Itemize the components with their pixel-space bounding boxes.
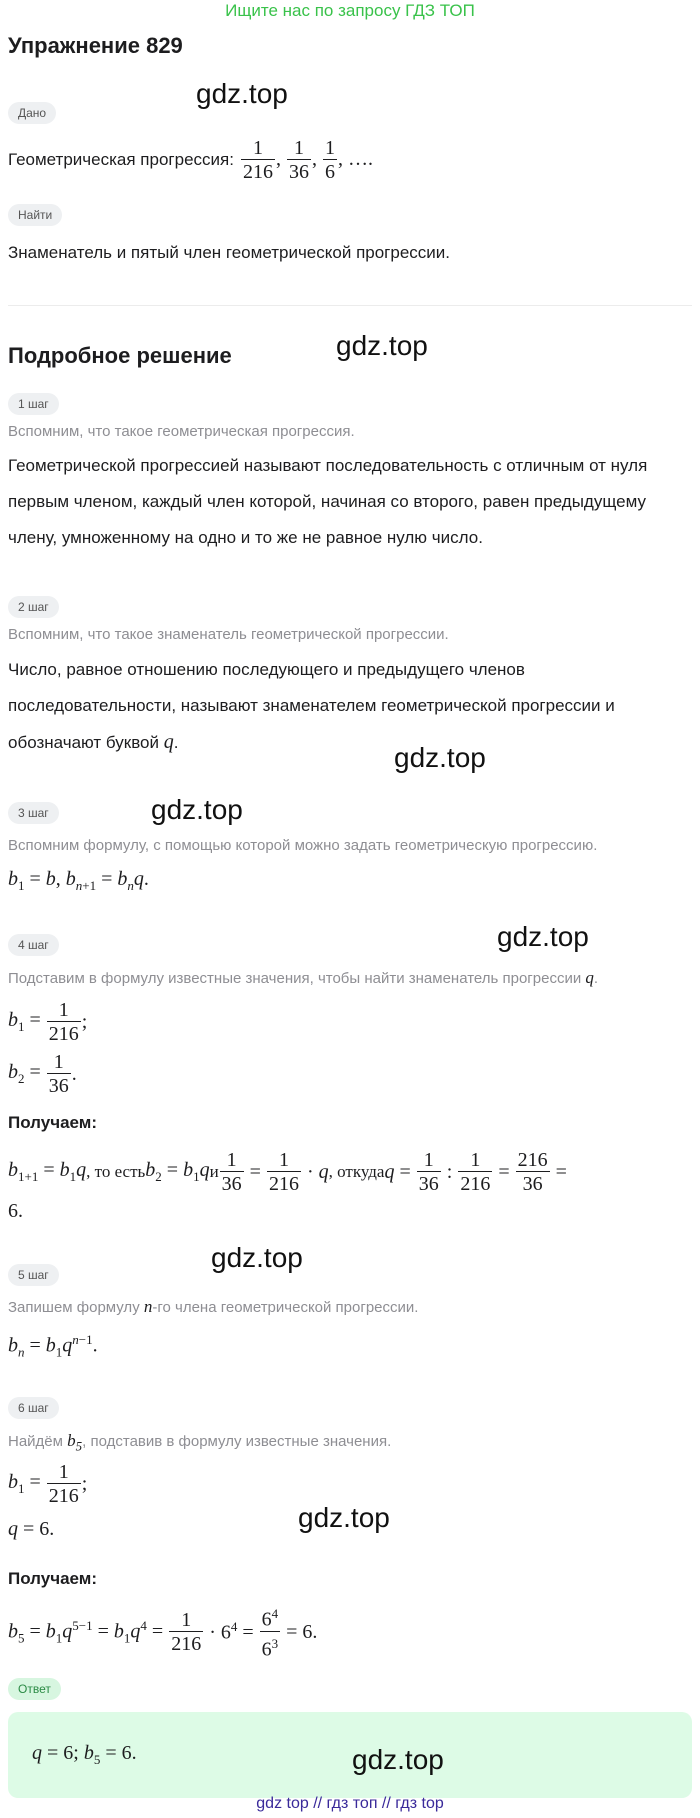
step-6-tag: 6 шаг: [8, 1397, 59, 1419]
step-4-derivation: $b_{1+1} = b_1q$ , то есть $b_2 = b_1q$ и $\frac{1}{36}$ = $\frac{1}{216}$ · q , откуда q = $\frac{1}{36}$ : $\frac{1}{216}$ = $\frac{216}{36}$ =: [8, 1148, 567, 1195]
find-text: Знаменатель и пятый член геометрической прогрессии.: [8, 243, 451, 262]
given-terms: $\frac{1}{216}$ , $\frac{1}{36}$ , $\frac{1}{6}$ , ….: [242, 136, 373, 183]
term-3: $\frac{1}{6}$: [324, 136, 335, 183]
step-6-get: Получаем:: [8, 1569, 98, 1588]
step-1-tag: 1 шаг: [8, 393, 59, 415]
step-6-q: q = 6.: [8, 1518, 55, 1540]
step-4-get: Получаем:: [8, 1113, 98, 1132]
step-5-tag: 5 шаг: [8, 1264, 59, 1286]
step-2-tag: 2 шаг: [8, 596, 59, 618]
step-3-tag: 3 шаг: [8, 802, 59, 824]
page-title: Упражнение 829: [8, 33, 183, 58]
given-tag: Дано: [8, 102, 56, 124]
watermark: gdz.top: [497, 921, 589, 952]
answer-tag: Ответ: [8, 1678, 61, 1700]
step-3-formula: $b_1 = b$, $b_{n+1} = b_nq$.: [8, 868, 149, 893]
step-6-hint: Найдём $b_5$, подставив в формулу известные значения.: [8, 1431, 392, 1454]
divider: [8, 305, 692, 306]
solution-title: Подробное решение: [8, 343, 232, 368]
step-2-hint: Вспомним, что такое знаменатель геометрической прогрессии.: [8, 626, 449, 643]
given-progression: [8, 134, 373, 186]
step-6-derivation: $b_5 = b_1q^{5-1} = b_1q^4$ = $\frac{1}{216}$ · $6^4$ = $\frac{6^4}{6^3}$ = 6.: [8, 1604, 317, 1660]
watermark: gdz.top: [298, 1502, 390, 1533]
step-4-tag: 4 шаг: [8, 934, 59, 956]
step-3-hint: Вспомним формулу, с помощью которой можно задать геометрическую прогрессию.: [8, 837, 598, 854]
watermark: gdz.top: [196, 78, 288, 109]
step-5-hint: Запишем формулу n-го члена геометрической прогрессии.: [8, 1297, 419, 1316]
watermark: gdz.top: [211, 1242, 303, 1273]
step-6-b1: $b_1$ = $\frac{1}{216}$ ;: [8, 1460, 88, 1507]
watermark: gdz.top: [151, 794, 243, 825]
term-2: $\frac{1}{36}$: [288, 136, 309, 183]
step-4-b1: $b_1$ = $\frac{1}{216}$ ;: [8, 998, 88, 1045]
term-1: $\frac{1}{216}$: [242, 136, 273, 183]
step-4-b2: $b_2$ = $\frac{1}{36}$ .: [8, 1050, 77, 1097]
step-2-text: Число, равное отношению последующего и предыдущего членов последовательности, называют знаменателем геометрической прогрессии и обозначают буквой q.: [8, 660, 615, 753]
footer-links[interactable]: gdz top // гдз топ // гдз top: [256, 1795, 444, 1812]
watermark: gdz.top: [336, 330, 428, 361]
step-1-hint: Вспомним, что такое геометрическая прогрессия.: [8, 423, 355, 440]
step-5-formula: $b_n = b_1q^{n-1}$.: [8, 1332, 98, 1360]
watermark: gdz.top: [394, 742, 486, 773]
answer-value: q = 6; $b_5 = 6$.: [32, 1742, 137, 1767]
step-1-text: Геометрической прогрессией называют последовательность с отличным от нуля первым членом, каждый член которой, начиная со второго, равен предыдущему члену, умноженному на одно и то же не равное нулю число.: [8, 456, 648, 547]
find-tag: Найти: [8, 204, 62, 226]
watermark: gdz.top: [352, 1744, 444, 1775]
step-4-result: 6.: [8, 1200, 23, 1222]
step-4-hint: Подставим в формулу известные значения, чтобы найти знаменатель прогрессии q.: [8, 968, 599, 987]
search-banner[interactable]: Ищите нас по запросу ГДЗ ТОП: [225, 1, 475, 20]
given-label: Геометрическая прогрессия:: [8, 150, 234, 169]
